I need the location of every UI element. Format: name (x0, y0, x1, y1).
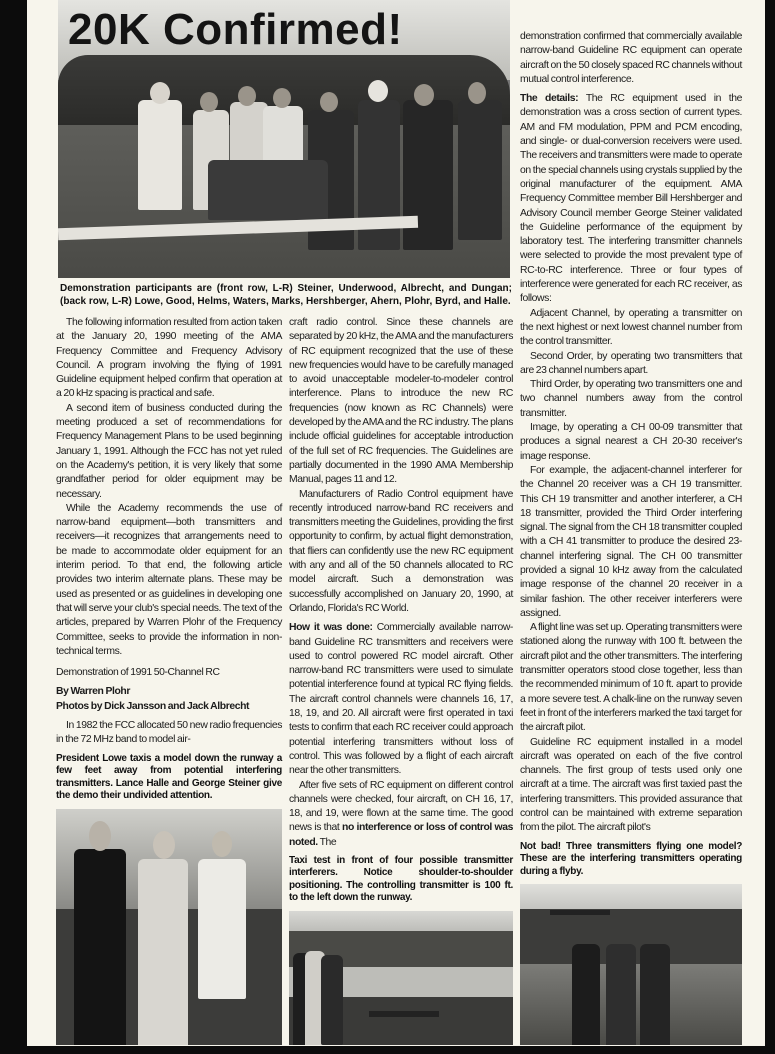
group-photo (58, 0, 510, 278)
section-label: The details: (520, 93, 579, 105)
paragraph-text: The (319, 836, 337, 848)
paragraph: The following information resulted from action taken at the January 20, 1990 meeting of the AMA Frequency Committee and Frequency Advisory Council. A program involving the flying of 1991 Guideline equipment helped confirm that operation at a 20 kHz spacing is practical and safe. (56, 317, 282, 400)
right-column-wrap (520, 30, 742, 1045)
paragraph: Third Order, by operating two transmitters one and two channel numbers away from the control transmitter. (520, 379, 742, 419)
article-title: 20K Confirmed! (68, 5, 403, 54)
paragraph: Adjacent Channel, by operating a transmitter on the next highest or next lowest channel number from the control transmitter. (520, 307, 742, 348)
emphasis-text: no interference or loss of control was noted. (289, 822, 513, 848)
model-airplane (550, 910, 610, 915)
paragraph: A second item of business conducted during the meeting produced a set of recommendations for Frequency Management Plans to be used beginning January 1, 1991. Although the FCC has not yet ruled on the Academy's petition, it is very likely that some grandfather period for older equipment may be necessary. (56, 402, 282, 500)
paragraph: A flight line was set up. Operating transmitters were stationed along the runway with 100 ft. between the aircraft pilot and the other transmitters. The interfering transmitter operators stood close together, less than the recommended minimum of 10 ft. apart to provide a more severe test. A chalk-line on the runway seven feet in front of the interferers marked the taxi target for the aircraft pilot. (520, 622, 742, 734)
section-label: How it was done: (289, 622, 373, 634)
paragraph-text: Commercially available narrow-band Guideline RC transmitters and receivers were used to control powered RC model aircraft. Other narrow-band RC transmitters were used to simulate potential interference found at typical RC flying fields. The aircraft control channels were channels 16, 17, 18, 19, and 20. All aircraft were first operated in taxi tests to confirm that each RC receiver could approach potential interfering transmitters without loss of control. This was followed by a flight of each aircraft near the other transmitters. (289, 622, 513, 777)
paragraph (289, 621, 513, 778)
right-column (520, 30, 742, 836)
paragraph (289, 779, 513, 850)
paragraph: While the Academy recommends the use of narrow-band equipment—both transmitters and receivers—it recognizes that arrangements need to be made to accommodate older equipment for an interim period. To that end, the following article provides two interim alternate plans. These may be used as presented or as guidelines in developing one that will serve your club's special needs. The text of the articles, prepared by Warren Plohr of the Frequency Committee, seeks to provide the information in non-technical terms. (56, 502, 282, 657)
photo-credit: Photos by Dick Jansson and Jack Albrecht (56, 700, 250, 712)
paragraph: Manufacturers of Radio Control equipment have recently introduced narrow-band RC receivers and transmitters meeting the Guidelines, providing the first opportunity to confirm, by actual flight demonstration, that fliers can confidently use the new RC equipment with any and all of the 50 channels allocated to RC model aircraft. Such a demonstration was successfully accomplished on January 20, 1990, at Orlando, Florida's RC World. (289, 488, 513, 614)
middle-column-wrap (289, 316, 513, 1045)
paragraph: In 1982 the FCC allocated 50 new radio frequencies in the 72 MHz band to model air- (56, 720, 282, 746)
paragraph: Image, by operating a CH 00-09 transmitter that produces a signal nearest a CH 20-30 receiver's image response. (520, 422, 742, 462)
flyby-photo-caption: Not bad! Three transmitters flying one model? These are the interfering transmitters operating during a flyby. (520, 840, 742, 877)
flight-line-photo-caption: Taxi test in front of four possible transmitter interferers. Notice shoulder-to-shoulder positioning. The controlling transmitter is 100 ft. to the left down the runway. (289, 854, 513, 904)
group-photo-caption: Demonstration participants are (front row, L-R) Steiner, Underwood, Albrecht, and Dungan; (back row, L-R) Lowe, Good, Helms, Waters, Marks, Hershberger, Ahern, Plohr, Byrd, and Halle. (60, 283, 512, 307)
left-column (56, 316, 282, 748)
paragraph: Guideline RC equipment installed in a model aircraft was operated on each of the five control channels. The first group of tests used only one aircraft at a time. The aircraft was first taxied past the interfering transmitters. This provided assurance that control can be maintained with extreme separation from the pilot. The aircraft pilot's (520, 736, 742, 834)
paragraph: demonstration confirmed that commercially available narrow-band Guideline RC equipment can operate aircraft on the 50 closely spaced RC channels without mutual control interference. (520, 31, 742, 85)
taxi-photo-caption: President Lowe taxis a model down the runway a few feet away from potential interfering transmitters. Lance Halle and George Steiner give the demo their undivided attention. (56, 752, 282, 802)
paragraph-text: The RC equipment used in the demonstration was a cross section of current types. AM and FM modulation, PPM and PCM encoding, and single- or dual-conversion receivers were used. The receivers and transmitters were made to operate on the special channels using crystals supplied by the original manufacturer of the equipment. AMA Frequency Committee member Bill Hershberger and Advisory Council member George Steiner validated the Guideline performance of the equipment by laboratory test. The interfering transmitter channels were selected to provide the most prevalent type of RC-to-RC interference. Three or four types of interference were generated for each RC receiver, as follows: (520, 93, 743, 305)
flyby-photo (520, 884, 742, 1045)
paragraph: For example, the adjacent-channel interferer for the Channel 20 receiver was a CH 19 transmitter. This CH 19 transmitter and another interferer, a CH 18 transmitter, provided the Third Order interfering signal. The signal from the CH 18 transmitter coupled with a CH 41 transmitter to produce the desired 23-channel interfering signal. The CH 00 transmitter provided a signal 10 kHz away from the calculated image response of the channel 20 receiver in a similar fashion. The other receiver interferers were assigned. (520, 464, 742, 619)
subheading: Demonstration of 1991 50-Channel RC (56, 667, 220, 679)
paragraph (520, 92, 742, 306)
middle-column (289, 316, 513, 850)
paragraph: craft radio control. Since these channels are separated by 20 kHz, the AMA and the manufacturers of RC equipment recognized that the use of these new frequencies would have to be carefully managed to avoid unacceptable modeler-to-modeler control interference. Plans to introduce the new RC frequencies (now known as RC Channels) were developed by the AMA and the RC industry. The plans include official guidelines for acceptable introduction of the full set of RC frequencies. The Guidelines are partially documented in the 1990 AMA Membership Manual, pages 11 and 12. (289, 317, 513, 486)
paragraph-text: After five sets of RC equipment on different control channels were checked, four aircraft, on CH 16, 17, 18, and 19, were flown at the same time. The good news is that (289, 779, 513, 834)
paragraph: Second Order, by operating two transmitters that are 23 channel numbers apart. (520, 350, 742, 376)
taxi-demo-photo (56, 809, 282, 1045)
left-column-wrap (56, 316, 282, 1045)
byline: By Warren Plohr (56, 686, 131, 698)
flight-line-photo (289, 911, 513, 1045)
